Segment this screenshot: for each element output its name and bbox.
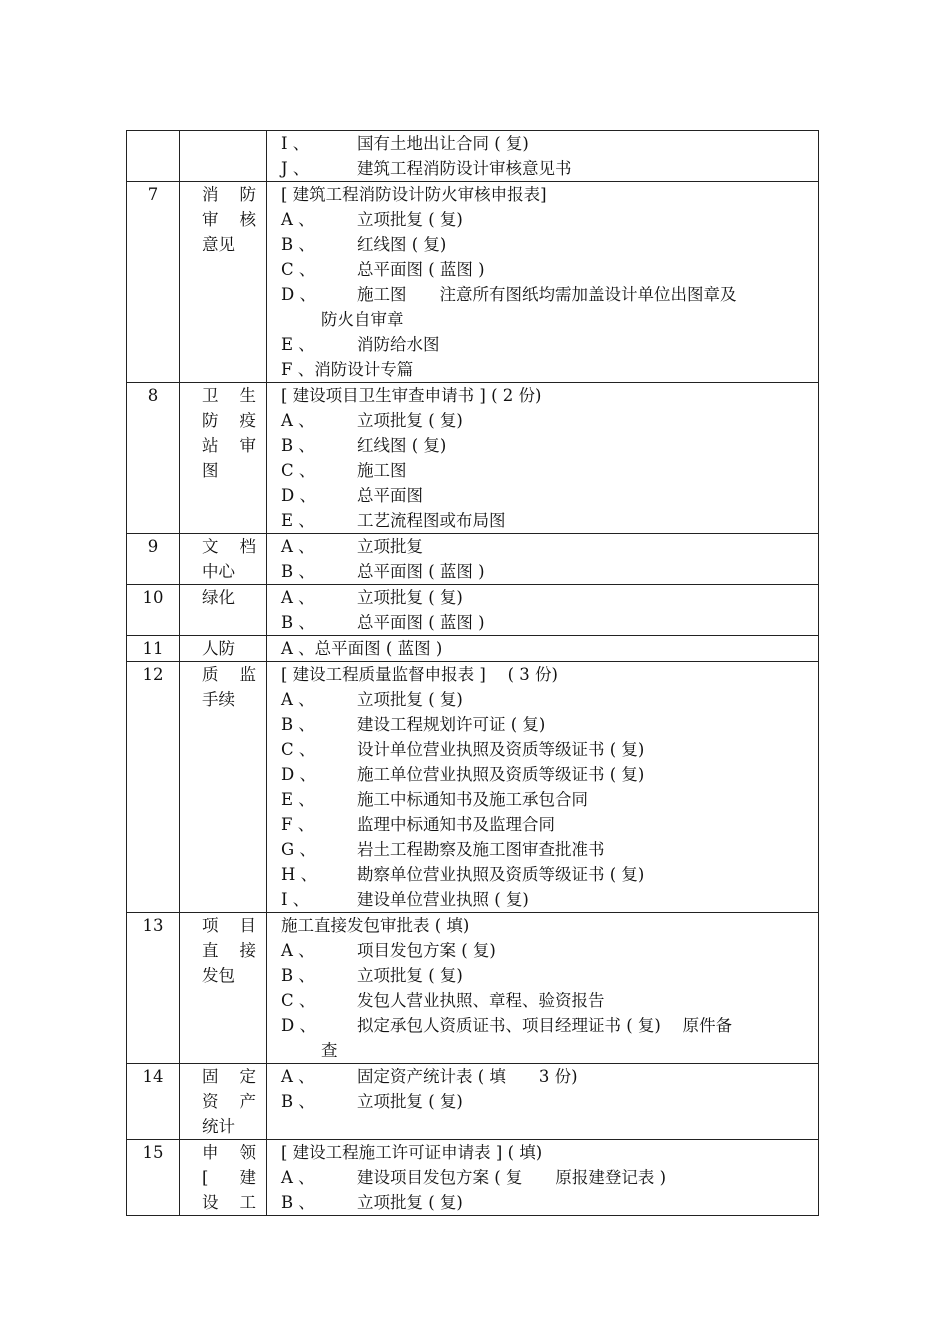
department-text: 中心	[202, 562, 235, 581]
item-text: 总平面图 ( 蓝图 )	[357, 260, 485, 279]
row-number-cell	[127, 1140, 180, 1216]
item-text: 立项批复 ( 复)	[357, 411, 463, 430]
department-text: 文	[202, 537, 219, 556]
department-line	[202, 1114, 256, 1139]
table-row	[127, 1064, 819, 1140]
item-text: [ 建设工程施工许可证申请表 ] ( 填)	[281, 1143, 543, 1162]
requirement-item	[267, 559, 818, 584]
department-text: 人防	[202, 639, 235, 658]
item-text: 设计单位营业执照及资质等级证书 ( 复)	[357, 740, 645, 759]
requirement-item	[267, 433, 818, 458]
requirement-item	[267, 307, 818, 332]
item-label: B 、	[281, 1193, 315, 1212]
item-label: A 、	[281, 1168, 315, 1187]
table-row	[127, 662, 819, 913]
department-cell	[180, 662, 267, 913]
item-label: B 、	[281, 436, 315, 455]
requirement-item	[267, 610, 818, 635]
department-text: 站	[202, 436, 219, 455]
requirement-item	[267, 131, 818, 156]
department-text: [	[202, 1168, 209, 1187]
department-text: 工	[239, 1193, 256, 1212]
requirement-item	[267, 913, 818, 938]
item-text: 施工图 注意所有图纸均需加盖设计单位出图章及	[357, 285, 737, 304]
department-line	[202, 383, 256, 408]
item-label: D 、	[281, 486, 316, 505]
department-line	[202, 182, 256, 207]
item-label: H 、	[281, 865, 318, 884]
item-text: 工艺流程图或布局图	[357, 511, 506, 530]
department-line	[202, 408, 256, 433]
requirement-item	[267, 988, 818, 1013]
requirement-item	[267, 585, 818, 610]
department-text: 意见	[202, 235, 235, 254]
department-text: 项	[202, 916, 219, 935]
department-text: 防	[202, 411, 219, 430]
table-row	[127, 1140, 819, 1216]
item-label: B 、	[281, 613, 315, 632]
item-text: 红线图 ( 复)	[357, 436, 447, 455]
item-text: 施工直接发包审批表 ( 填)	[281, 916, 470, 935]
item-text: 立项批复 ( 复)	[357, 588, 463, 607]
department-text: 消	[202, 185, 219, 204]
department-text: 监	[239, 665, 256, 684]
item-label: B 、	[281, 966, 315, 985]
department-line	[202, 1140, 256, 1165]
requirements-cell	[267, 913, 819, 1064]
item-label: B 、	[281, 715, 315, 734]
item-text: 总平面图 ( 蓝图 )	[357, 562, 485, 581]
department-cell	[180, 383, 267, 534]
requirement-item	[267, 1064, 818, 1089]
item-text: 立项批复 ( 复)	[357, 210, 463, 229]
requirement-item	[267, 636, 818, 661]
item-text: 建筑工程消防设计审核意见书	[357, 159, 572, 178]
requirement-item	[267, 1165, 818, 1190]
item-label: D 、	[281, 1016, 316, 1035]
department-text: 卫	[202, 386, 219, 405]
department-text: 建	[239, 1168, 256, 1187]
department-text: 资	[202, 1092, 219, 1111]
item-label: J 、	[281, 159, 310, 178]
requirement-item	[267, 938, 818, 963]
department-line	[202, 1190, 256, 1215]
department-text: 目	[239, 916, 256, 935]
item-text: [ 建设项目卫生审查申请书 ] ( 2 份)	[281, 386, 542, 405]
department-line	[202, 1089, 256, 1114]
department-text: 手续	[202, 690, 235, 709]
item-text: 发包人营业执照、章程、验资报告	[357, 991, 605, 1010]
row-number-cell	[127, 534, 180, 585]
item-text: 立项批复 ( 复)	[357, 966, 463, 985]
requirement-item	[267, 282, 818, 307]
department-cell	[180, 182, 267, 383]
item-text: F 、消防设计专篇	[281, 360, 414, 379]
item-text: 施工图	[357, 461, 407, 480]
requirements-cell	[267, 636, 819, 662]
requirement-item	[267, 762, 818, 787]
item-text: 施工中标通知书及施工承包合同	[357, 790, 588, 809]
department-line	[202, 963, 256, 988]
item-text: 立项批复	[357, 537, 423, 556]
department-line	[202, 559, 256, 584]
department-line	[202, 585, 256, 610]
department-text: 产	[239, 1092, 256, 1111]
requirement-item	[267, 383, 818, 408]
item-text: 拟定承包人资质证书、项目经理证书 ( 复) 原件备	[357, 1016, 733, 1035]
department-text: 直	[202, 941, 219, 960]
department-text: 设	[202, 1193, 219, 1212]
requirement-item	[267, 687, 818, 712]
department-line	[202, 1064, 256, 1089]
item-label: B 、	[281, 235, 315, 254]
row-number-cell	[127, 1064, 180, 1140]
department-cell	[180, 534, 267, 585]
requirements-cell	[267, 182, 819, 383]
requirement-item	[267, 357, 818, 382]
requirements-cell	[267, 383, 819, 534]
department-text: 审	[202, 210, 219, 229]
requirement-item	[267, 207, 818, 232]
requirement-item	[267, 1013, 818, 1038]
item-text: 国有土地出让合同 ( 复)	[357, 134, 529, 153]
item-label: A 、	[281, 411, 315, 430]
requirements-cell	[267, 585, 819, 636]
row-number: 8	[147, 386, 159, 405]
table-body	[127, 131, 819, 1216]
item-label: A 、	[281, 537, 315, 556]
department-text: 质	[202, 665, 219, 684]
table-row	[127, 383, 819, 534]
item-text: 防火自审章	[321, 310, 404, 329]
department-text: 防	[239, 185, 256, 204]
row-number: 7	[147, 185, 159, 204]
row-number-cell	[127, 662, 180, 913]
item-label: A 、	[281, 588, 315, 607]
department-line	[202, 1165, 256, 1190]
row-number-cell	[127, 383, 180, 534]
department-text: 绿化	[202, 588, 235, 607]
item-label: D 、	[281, 765, 316, 784]
department-line	[202, 938, 256, 963]
department-text: 生	[239, 386, 256, 405]
row-number-cell	[127, 913, 180, 1064]
row-number: 9	[147, 537, 159, 556]
requirement-item	[267, 332, 818, 357]
table-row	[127, 913, 819, 1064]
item-label: D 、	[281, 285, 316, 304]
department-cell	[180, 1140, 267, 1216]
item-label: C 、	[281, 260, 316, 279]
table-row	[127, 131, 819, 182]
department-cell	[180, 1064, 267, 1140]
requirements-cell	[267, 1064, 819, 1140]
requirement-item	[267, 837, 818, 862]
item-text: 岩土工程勘察及施工图审查批准书	[357, 840, 605, 859]
requirement-item	[267, 508, 818, 533]
department-cell	[180, 913, 267, 1064]
department-text: 图	[202, 461, 219, 480]
item-label: I 、	[281, 134, 310, 153]
department-line	[202, 207, 256, 232]
requirements-cell	[267, 534, 819, 585]
item-label: B 、	[281, 1092, 315, 1111]
row-number: 13	[142, 916, 164, 935]
department-line	[202, 636, 256, 661]
table-row	[127, 534, 819, 585]
table-row	[127, 585, 819, 636]
department-text: 疫	[239, 411, 256, 430]
item-label: F 、	[281, 815, 315, 834]
department-line	[202, 232, 256, 257]
item-label: A 、	[281, 210, 315, 229]
item-text: 勘察单位营业执照及资质等级证书 ( 复)	[357, 865, 645, 884]
row-number: 12	[142, 665, 164, 684]
item-text: 建设项目发包方案 ( 复 原报建登记表 )	[357, 1168, 667, 1187]
item-text: 立项批复 ( 复)	[357, 1193, 463, 1212]
item-label: C 、	[281, 740, 316, 759]
row-number: 14	[142, 1067, 164, 1086]
item-label: G 、	[281, 840, 316, 859]
requirements-cell	[267, 1140, 819, 1216]
item-text: [ 建设工程质量监督申报表 ] ( 3 份)	[281, 665, 558, 684]
item-label: E 、	[281, 335, 315, 354]
item-label: I 、	[281, 890, 310, 909]
department-text: 档	[239, 537, 256, 556]
table-row	[127, 636, 819, 662]
requirements-table	[126, 130, 819, 1216]
department-cell	[180, 636, 267, 662]
department-text: 发包	[202, 966, 235, 985]
department-line	[202, 913, 256, 938]
item-text: A 、总平面图 ( 蓝图 )	[281, 639, 443, 658]
item-text: [ 建筑工程消防设计防火审核申报表]	[281, 185, 547, 204]
item-label: A 、	[281, 941, 315, 960]
requirement-item	[267, 662, 818, 687]
item-label: E 、	[281, 790, 315, 809]
row-number: 15	[142, 1143, 164, 1162]
row-number-cell	[127, 131, 180, 182]
requirement-item	[267, 257, 818, 282]
item-text: 项目发包方案 ( 复)	[357, 941, 496, 960]
requirement-item	[267, 483, 818, 508]
requirement-item	[267, 963, 818, 988]
requirement-item	[267, 182, 818, 207]
requirement-item	[267, 232, 818, 257]
table-row	[127, 182, 819, 383]
item-text: 施工单位营业执照及资质等级证书 ( 复)	[357, 765, 645, 784]
item-text: 建设工程规划许可证 ( 复)	[357, 715, 546, 734]
requirement-item	[267, 887, 818, 912]
requirement-item	[267, 812, 818, 837]
requirement-item	[267, 712, 818, 737]
department-cell	[180, 131, 267, 182]
item-label: C 、	[281, 991, 316, 1010]
department-text: 审	[239, 436, 256, 455]
requirements-cell	[267, 131, 819, 182]
requirement-item	[267, 156, 818, 181]
department-cell	[180, 585, 267, 636]
requirement-item	[267, 787, 818, 812]
row-number-cell	[127, 636, 180, 662]
item-label: A 、	[281, 690, 315, 709]
item-label: C 、	[281, 461, 316, 480]
department-line	[202, 662, 256, 687]
row-number: 11	[142, 639, 164, 658]
department-line	[202, 534, 256, 559]
requirements-cell	[267, 662, 819, 913]
item-text: 总平面图	[357, 486, 423, 505]
department-text: 接	[239, 941, 256, 960]
row-number: 10	[142, 588, 164, 607]
item-text: 立项批复 ( 复)	[357, 1092, 463, 1111]
requirement-item	[267, 1190, 818, 1215]
item-text: 固定资产统计表 ( 填 3 份)	[357, 1067, 578, 1086]
item-text: 总平面图 ( 蓝图 )	[357, 613, 485, 632]
requirement-item	[267, 408, 818, 433]
department-text: 领	[239, 1143, 256, 1162]
item-label: E 、	[281, 511, 315, 530]
row-number-cell	[127, 182, 180, 383]
item-text: 建设单位营业执照 ( 复)	[357, 890, 529, 909]
requirement-item	[267, 1089, 818, 1114]
item-text: 查	[321, 1041, 338, 1060]
item-text: 监理中标通知书及监理合同	[357, 815, 555, 834]
department-text: 核	[239, 210, 256, 229]
requirement-item	[267, 458, 818, 483]
item-text: 红线图 ( 复)	[357, 235, 447, 254]
requirement-item	[267, 1140, 818, 1165]
department-text: 固	[202, 1067, 219, 1086]
requirement-item	[267, 534, 818, 559]
item-label: B 、	[281, 562, 315, 581]
item-text: 消防给水图	[357, 335, 440, 354]
department-text: 定	[239, 1067, 256, 1086]
department-text: 申	[202, 1143, 219, 1162]
department-line	[202, 433, 256, 458]
item-text: 立项批复 ( 复)	[357, 690, 463, 709]
department-line	[202, 687, 256, 712]
item-label: A 、	[281, 1067, 315, 1086]
department-line	[202, 458, 256, 483]
requirement-item	[267, 1038, 818, 1063]
requirement-item	[267, 737, 818, 762]
department-text: 统计	[202, 1117, 235, 1136]
requirement-item	[267, 862, 818, 887]
row-number-cell	[127, 585, 180, 636]
